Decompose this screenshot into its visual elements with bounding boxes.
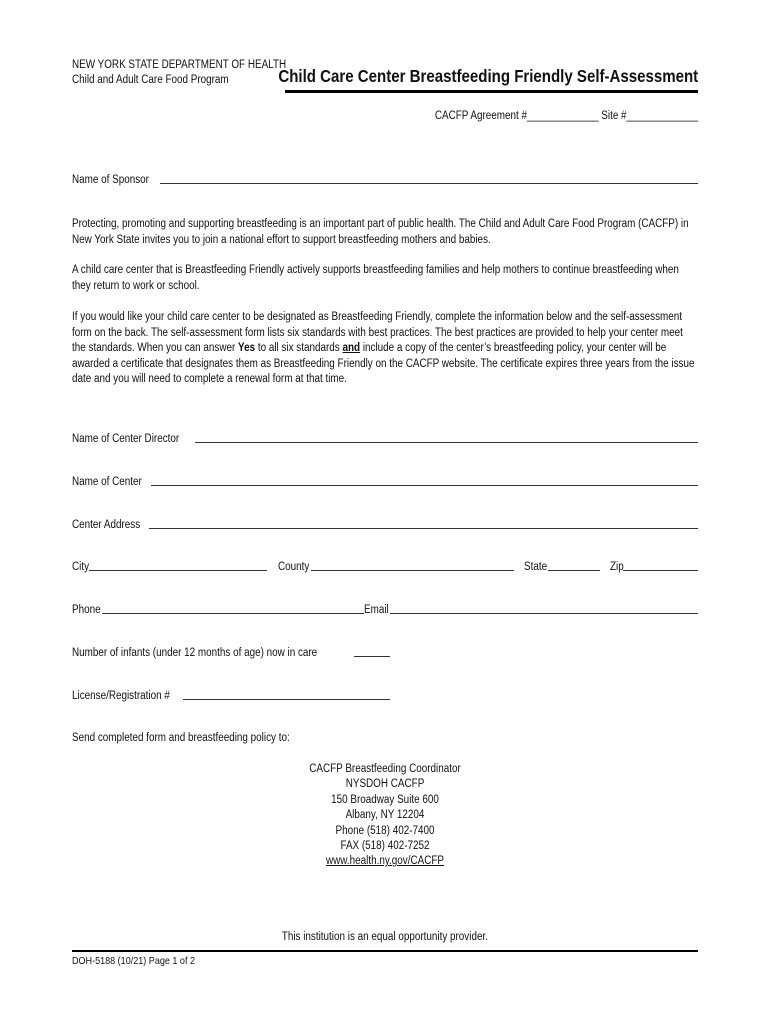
state-blank[interactable] (548, 570, 600, 571)
and-emphasis: and (342, 342, 361, 355)
license-field[interactable] (72, 690, 390, 702)
phone-field[interactable] (72, 604, 364, 616)
phone-email-row (72, 600, 698, 616)
address-label: Center Address (72, 519, 141, 531)
send-to-text: Send completed form and breastfeeding policy to: (72, 732, 290, 744)
address-field[interactable] (72, 515, 698, 531)
address-line-4: Albany, NY 12204 (345, 809, 425, 822)
county-field[interactable] (278, 561, 514, 573)
intro-text: Protecting, promoting and supporting breastfeeding is an important part of public health. The Child and Adult Care Food Program (CACFP) in New York State invites you to join a national effort to support breastfeeding mothers and babies. (72, 218, 689, 246)
city-blank[interactable] (89, 570, 267, 571)
intro-paragraph (72, 217, 698, 248)
city-label: City (72, 561, 90, 573)
definition-paragraph (72, 263, 698, 294)
license-label: License/Registration # (72, 690, 170, 702)
website-link[interactable]: www.health.ny.gov/CACFP (325, 855, 444, 868)
header-divider (285, 90, 698, 93)
yes-emphasis: Yes (238, 342, 256, 355)
center-blank[interactable] (151, 485, 698, 486)
license-blank[interactable] (183, 699, 390, 700)
center-label: Name of Center (72, 476, 142, 488)
zip-blank[interactable] (623, 570, 698, 571)
form-footer (72, 955, 215, 967)
city-county-state-zip-row (72, 557, 698, 573)
infants-label: Number of infants (under 12 months of age) now in care (72, 647, 318, 659)
infants-field[interactable] (72, 647, 390, 659)
director-field[interactable] (72, 429, 698, 445)
address-fax: FAX (518) 402-7252 (340, 840, 430, 853)
state-label: State (524, 561, 548, 573)
infants-blank[interactable] (354, 656, 390, 657)
center-field[interactable] (72, 472, 698, 488)
license-row (72, 686, 698, 702)
sponsor-blank[interactable] (160, 183, 699, 184)
address-blank[interactable] (149, 528, 698, 529)
sponsor-label: Name of Sponsor (72, 174, 149, 186)
sponsor-field[interactable] (72, 170, 698, 186)
zip-label: Zip (610, 561, 624, 573)
address-line-1: CACFP Breastfeeding Coordinator (309, 763, 461, 775)
director-label: Name of Center Director (72, 433, 180, 445)
agreement-site-line[interactable]: CACFP Agreement #_____________ Site #_____________ (434, 110, 698, 122)
equal-opportunity-statement (0, 931, 770, 943)
form-title: Child Care Center Breastfeeding Friendly Self-Assessment (278, 66, 698, 86)
instructions-text: If you would like your child care center to be designated as Breastfeeding Friendly, complete the information below and the self-assessment form on the back. The self-assessment form lists six standards with best practices. The best practices are provided to help your center meet the standards. When you can answer Yes to all six standards and include a copy of the center’s breastfeeding policy, your center will be awarded a certificate that designates them as Breastfeeding Friendly on the CACFP website. The certificate expires three years from the issue date and you will need to complete a renewal form at that time. (72, 311, 695, 386)
county-label: County (278, 561, 310, 573)
send-to-instruction (72, 732, 325, 744)
zip-field[interactable] (610, 561, 698, 573)
address-phone: Phone (518) 402-7400 (335, 824, 435, 837)
mailing-address (0, 762, 770, 870)
director-blank[interactable] (195, 442, 698, 443)
program-name: Child and Adult Care Food Program (72, 74, 229, 86)
email-field[interactable] (364, 604, 698, 616)
form-number: DOH-5188 (10/21) Page 1 of 2 (72, 955, 195, 967)
address-line-2: NYSDOH CACFP (345, 778, 425, 791)
email-blank[interactable] (390, 613, 698, 614)
instructions-paragraph (72, 310, 698, 388)
city-field[interactable] (72, 561, 267, 573)
department-name: NEW YORK STATE DEPARTMENT OF HEALTH (72, 59, 287, 71)
phone-blank[interactable] (102, 613, 364, 614)
address-line-3: 150 Broadway Suite 600 (331, 793, 439, 806)
equal-opportunity-text: This institution is an equal opportunity provider. (281, 931, 489, 943)
footer-divider (72, 950, 698, 952)
phone-label: Phone (72, 604, 101, 616)
state-field[interactable] (524, 561, 600, 573)
county-blank[interactable] (311, 570, 514, 571)
infants-row (72, 643, 698, 659)
email-label: Email (364, 604, 389, 616)
definition-text: A child care center that is Breastfeeding Friendly actively supports breastfeeding families and help mothers to continue breastfeeding when they return to work or school. (72, 264, 679, 292)
